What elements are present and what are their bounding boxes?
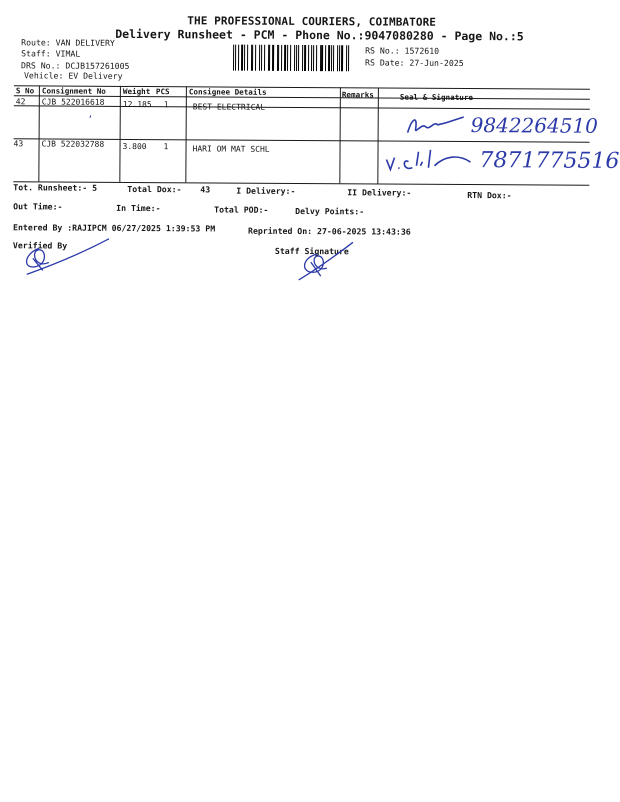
row-42-sno: 42 bbox=[15, 97, 26, 107]
reprinted-on: Reprinted On: 27-06-2025 13:43:36 bbox=[248, 225, 411, 237]
row-43-sno: 43 bbox=[13, 139, 24, 149]
rs-date: RS Date: 27-Jun-2025 bbox=[365, 57, 464, 68]
company-name: THE PROFESSIONAL COURIERS, COIMBATORE bbox=[187, 14, 437, 29]
row-42-consignment: CJB 522016618 bbox=[41, 97, 105, 107]
phone-row-43: 7871775516 bbox=[479, 148, 620, 174]
col-consignment: Consignment No bbox=[41, 86, 106, 96]
row-42-weight: 12.185 bbox=[122, 99, 152, 110]
delvy-points: Delvy Points:- bbox=[295, 205, 365, 217]
rtn-dox: RTN Dox:- bbox=[467, 190, 512, 201]
signature-row-42 bbox=[406, 113, 466, 139]
phone-row-42: 9842264510 bbox=[470, 113, 599, 138]
vehicle-label: Vehicle: EV Delivery bbox=[23, 70, 123, 81]
row-43-weight: 3.800 bbox=[122, 141, 147, 152]
tot-runsheet: Tot. Runsheet:- 5 bbox=[13, 182, 98, 193]
out-time: Out Time:- bbox=[13, 201, 63, 212]
i-delivery: I Delivery:- bbox=[236, 185, 296, 196]
signature-row-43 bbox=[384, 148, 474, 177]
staff-signature-label: Staff Signature bbox=[274, 245, 349, 257]
in-time: In Time:- bbox=[116, 202, 161, 214]
barcode bbox=[233, 45, 351, 72]
staff-label: Staff: VIMAL bbox=[21, 48, 81, 59]
route-label: Route: VAN DELIVERY bbox=[21, 37, 115, 48]
entered-by: Entered By :RAJIPCM 06/27/2025 1:39:53 PM bbox=[13, 222, 216, 234]
total-dox-label: Total Dox:- bbox=[127, 183, 182, 195]
row-42-consignee: BEST ELECTRICAL bbox=[192, 102, 266, 112]
rs-number: RS No.: 1572610 bbox=[365, 45, 440, 56]
row-42-pcs: 1 bbox=[163, 100, 169, 110]
row-43-consignment: CJB 522032788 bbox=[41, 139, 105, 149]
row-43-consignee: HARI OM MAT SCHL bbox=[192, 144, 270, 154]
col-pcs: PCS bbox=[155, 87, 170, 97]
pen-mark: , bbox=[87, 109, 94, 120]
total-pod: Total POD:- bbox=[214, 204, 269, 215]
verified-by-label: Verified By bbox=[12, 240, 68, 251]
col-seal-signature: Seal & Signature bbox=[399, 92, 474, 103]
total-dox-value: 43 bbox=[200, 184, 211, 195]
col-sno: S No bbox=[15, 86, 35, 96]
staff-signature bbox=[295, 240, 355, 282]
runsheet-title: Delivery Runsheet - PCM - Phone No.:9047080280 - Page No.:5 bbox=[115, 26, 524, 44]
col-remarks: Remarks bbox=[341, 90, 374, 100]
col-consignee: Consignee Details bbox=[188, 87, 267, 97]
row-43-pcs: 1 bbox=[163, 142, 169, 152]
ii-delivery: II Delivery:- bbox=[347, 187, 412, 198]
drs-number: DRS No.: DCJB157261005 bbox=[21, 60, 130, 71]
col-weight: Weight bbox=[122, 86, 151, 97]
verifier-signature bbox=[19, 236, 111, 281]
